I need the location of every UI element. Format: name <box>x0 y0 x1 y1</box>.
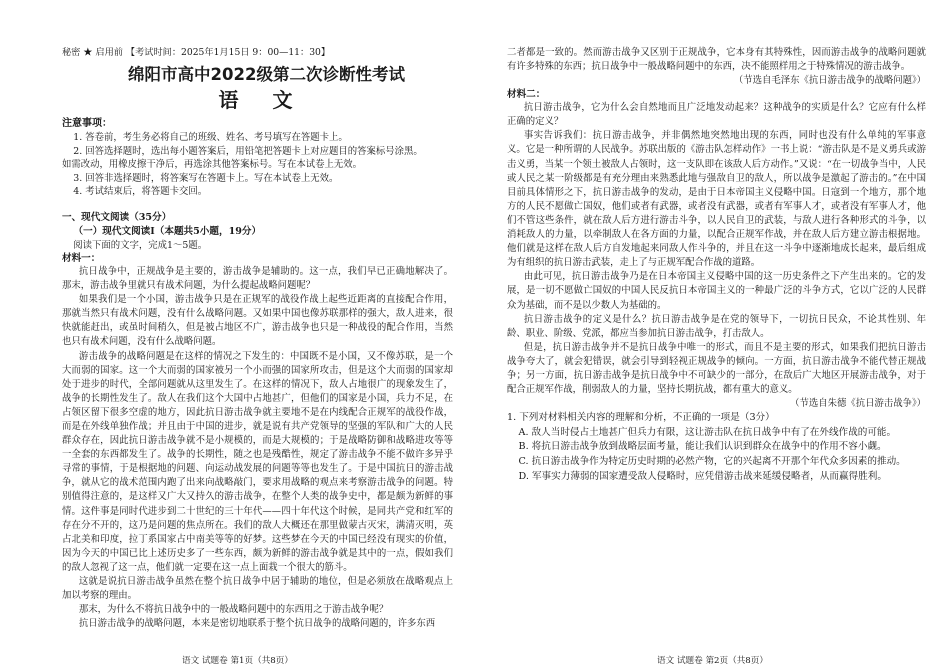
question-option: B. 将抗日游击战争放到战略层面考量，能让我们认识到群众在战争中的作用不容小觑。 <box>518 441 887 453</box>
material-heading: 材料一： <box>62 252 101 264</box>
passage-paragraph: 二者都是一致的。然而游击战争又区别于正规战争，它本身有其特殊性，因而游击战争的战略问题就有许多特殊的东西；抗日战争中一般战略问题中的东西，决不能照样用之于特殊情况的游击战争。 <box>507 47 926 73</box>
reading-instruction: 阅读下面的文字，完成1～5题。 <box>73 239 208 251</box>
note-item: 4. 考试结束后，将答题卡交回。 <box>73 186 208 198</box>
passage-paragraph: 抗日游击战争的战略问题，本来是密切地联系于整个抗日战争的战略问题的，许多东西 <box>78 618 436 630</box>
passage-paragraph: 这就是说抗日游击战争虽然在整个抗日战争中居于辅助的地位，但是必须放在战略观点上加以考察的理由。 <box>62 576 453 602</box>
source-citation: （节选自毛泽东《抗日游击战争的战略问题》） <box>733 75 926 87</box>
note-item: 如需改动，用橡皮擦干净后，再选涂其他答案标号。写在本试卷上无效。 <box>62 159 363 171</box>
question-option: C. 抗日游击战争作为特定历史时期的必然产物，它的兴起离不开那个年代众多因素的推动。 <box>518 455 906 467</box>
passage-paragraph: 游击战争的战略问题是在这样的情况之下发生的：中国既不是小国，又不像苏联，是一个大而弱的国家。这一个大而弱的国家被另一个小而强的国家所攻击，但是这个大而弱的国家却处于进步的时代，全部问题就从这里发生了。在这样的情况下，敌人占地很广的现象发生了，战争的长期性发生了。敌人在我们这个大国中占地甚广，但他们的国家是小国，兵力不足，在占领区留下很多空虚的地方，因此抗日游击战争就主要地不是在内线配合正规军的战役作战，而是在外线单独作战；并且由于中国的进步，就是说有共产党领导的坚强的军队和广大的人民群众存在，因此抗日游击战争就不是小规模的，而是大规模的；于是战略防御和战略进攻等等一全套的东西都发生了。战争的长期性，随之也是残酷性，规定了游击战争不能不做许多异乎寻常的事情，于是根据地的问题、向运动战发展的问题等等也发生了。于是中国抗日的游击战争，就从它的战术范围内跑了出来向战略敲门，要求用战略的观点来考察游击战争的问题。特别值得注意的，是这样又广大又持久的游击战争，在整个人类的战争史中，都是颇为新鲜的事情。这件事是同时代进步到二十世纪的三十年代——四十年代这个时候，是同共产党和红军的存在分不开的，这乃是问题的焦点所在。我们的敌人大概还在那里做蒙古灭宋，满清灭明，英占北美和印度，拉丁系国家占中南美等等的好梦。这些梦在今天的中国已经没有现实的价值，因为今天的中国已比上述历史多了一些东西，颇为新鲜的游击战争就是其中的一点，假如我们的敌人忽视了这一点，他们就一定要在这一点上面栽一个很大的筋斗。 <box>62 350 453 573</box>
confidential-header: 秘密 ★ 启用前 【考试时间：2025年1月15日 9：00—11：30】 <box>62 47 331 58</box>
question-option: A. 敌人当时侵占土地甚广但兵力有限，这让游击队在抗日战争中有了在外线作战的可能。 <box>518 426 897 438</box>
material-heading: 材料二： <box>507 89 546 101</box>
page-footer: 语文 试题卷 第2页（共8页） <box>657 656 768 666</box>
question-stem: 1. 下列对材料相关内容的理解和分析，不正确的一项是（3分） <box>507 412 775 424</box>
passage-paragraph: 由此可见，抗日游击战争乃是在日本帝国主义侵略中国的这一历史条件之下产生出来的。它的发展，是一切不愿做亡国奴的中国人民反抗日本帝国主义的一种最广泛的斗争方式，它以广泛的人民群众为基础，而不是以少数人为基础的。 <box>507 271 926 311</box>
passage-paragraph: 抗日游击战争的定义是什么？抗日游击战争是在党的领导下，一切抗日民众，不论其性别、年龄、职业、阶级、党派，都应当参加抗日游击战争，打击敌人。 <box>507 313 926 339</box>
passage-paragraph: 事实告诉我们：抗日游击战争，并非偶然地突然地出现的东西，同时也没有什么单纯的军事意义。它是一种所谓的人民战争。苏联出版的《游击队怎样动作》一书上说：“游击队是不是义勇兵或游击义勇，当某一个领土被敌人占领时，这一支队即在该敌人后方动作。”又说：“在一切战争当中，人民或人民之某一阶级都是有充分理由来熟悉此地与强敌自卫的敌人，所以战争是激起了游击的。”在中国目前具体情形之下，抗日游击战争的发动，是由于日本帝国主义侵略中国。日寇到一个地方，那个地方的人民不愿做亡国奴，他们或者有武器，或者没有武器，或者有军事人才，或者没有军事人才，他们不管这些条件，就在敌人后方进行游击斗争，以人民自卫的武装，与敌人进行各种形式的斗争，以消耗敌人的力量，以牵制敌人在各方面的力量，以配合正规军作战，并在敌人后方建立游击根据地。他们就是这样在敌人后方自发地起来同敌人作斗争的，并且在这一斗争中逐渐地成长起来，最后组成为有组织的抗日游击武装，走上了与正规军配合作战的道路。 <box>507 130 926 269</box>
page-footer: 语文 试题卷 第1页（共8页） <box>182 656 293 666</box>
source-citation: （节选自朱德《抗日游击战争》） <box>790 398 926 410</box>
passage-paragraph: 但是，抗日游击战争并不是抗日战争中唯一的形式，而且不是主要的形式，如果我们把抗日游击战争夸大了，就会犯错误，就会引导到轻视正规战争的倾向。一方面，抗日游击战争不能代替正规战争；另一方面，抗日游击战争是抗日战争中不可缺少的一部分，在敌后广大地区开展游击战争，对于配合正规军作战，削弱敌人的力量，坚持长期抗战，都有重大的意义。 <box>507 341 926 396</box>
passage-paragraph: 抗日游击战争，它为什么会自然地而且广泛地发动起来？这种战争的实质是什么？它应有什么样正确的定义？ <box>507 102 926 128</box>
section-heading: 一、现代文阅读（35分） <box>62 211 172 223</box>
note-item: 3. 回答非选择题时，将答案写在答题卡上。写在本试卷上无效。 <box>73 172 339 184</box>
question-option: D. 军事实力薄弱的国家遭受敌人侵略时，应凭借游击战来延缓侵略者，从而赢得胜利。 <box>518 470 887 482</box>
passage-paragraph: 抗日战争中，正规战争是主要的，游击战争是辅助的。这一点，我们早已正确地解决了。那末，游击战争里就只有战术问题，为什么提起战略问题呢？ <box>62 265 453 292</box>
right-column <box>475 0 950 671</box>
notes-title: 注意事项： <box>62 118 112 129</box>
subsection-heading: （一）现代文阅读Ⅰ（本题共5小题，19分） <box>73 225 262 237</box>
passage-paragraph: 那末，为什么不将抗日战争中的一般战略问题中的东西用之于游击战争呢？ <box>78 604 389 616</box>
passage-paragraph: 如果我们是一个小国，游击战争只是在正规军的战役作战上起些近距离的直接配合作用，那就当然只有战术问题，没有什么战略问题。又如果中国也像苏联那样的强大，敌人进来，很快就能赶出，或虽时间稍久，但是被占地区不广，游击战争也只是一种战役的配合作用，当然也只有战术问题，没有什么战略问题。 <box>62 294 453 348</box>
subject-title: 语文 <box>218 88 327 112</box>
exam-title: 绵阳市高中2022级第二次诊断性考试 <box>128 65 405 84</box>
note-item: 2. 回答选择题时，选出每小题答案后，用铅笔把答题卡上对应题目的答案标号涂黑。 <box>73 145 423 157</box>
note-item: 1. 答卷前，考生务必将自己的班级、姓名、考号填写在答题卡上。 <box>73 132 348 143</box>
